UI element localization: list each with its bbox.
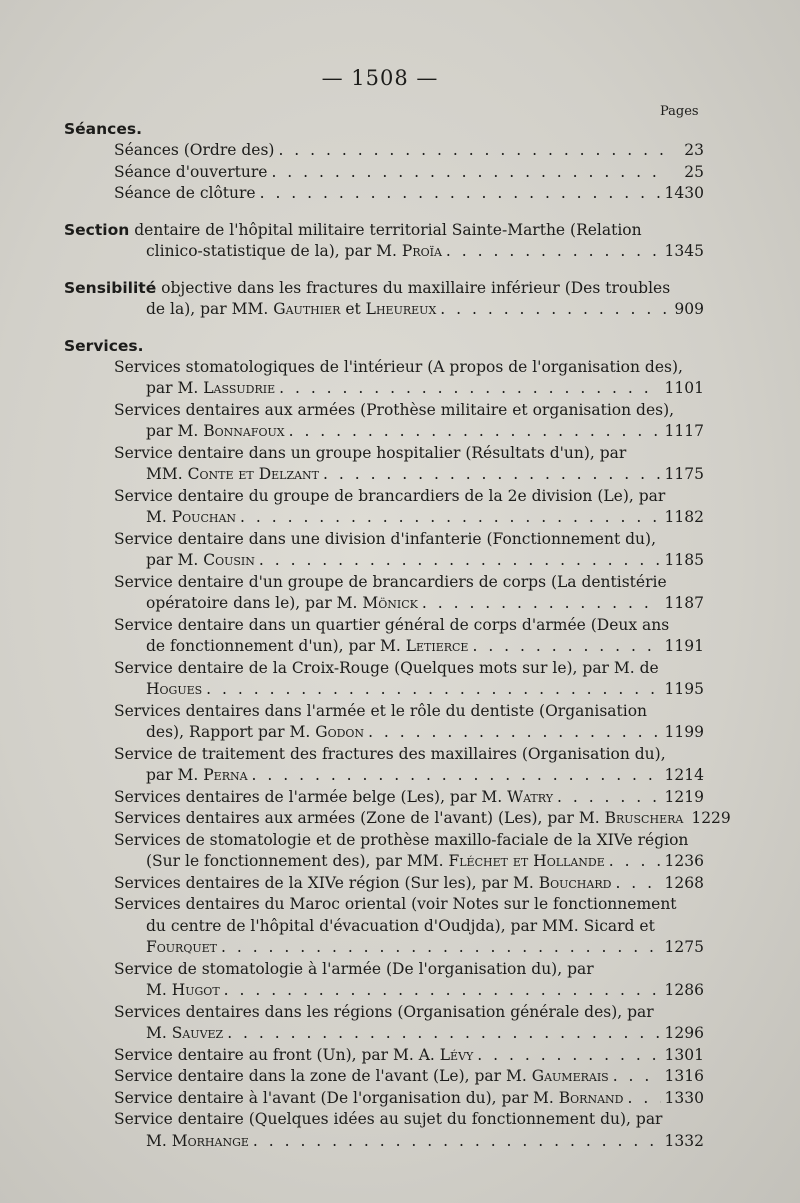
entry-text: Service de stomatologie à l'armée (De l'organisation du), par bbox=[114, 959, 594, 978]
entry-page: 25 bbox=[684, 162, 704, 181]
entry-text: Services dentaires de l'armée belge (Les), par M. bbox=[114, 787, 508, 806]
entry-text: M. bbox=[146, 1024, 172, 1042]
entry-page: 1182 bbox=[664, 508, 704, 526]
index-entry bbox=[114, 1109, 704, 1152]
entry-page: 1214 bbox=[664, 766, 704, 784]
author-name: Mönick bbox=[362, 594, 418, 612]
leader-dots bbox=[224, 980, 661, 1002]
leader-dots bbox=[477, 1045, 660, 1067]
entry-text: Service dentaire à l'avant (De l'organisation du), par M. bbox=[114, 1088, 559, 1107]
entry-text: Séance d'ouverture bbox=[114, 162, 268, 181]
entry-page: 1236 bbox=[664, 852, 704, 870]
author-name: Lassudrie bbox=[203, 379, 276, 397]
entry-page: 1187 bbox=[664, 594, 704, 612]
leader-dots bbox=[271, 162, 666, 184]
entry-text: Service dentaire d'un groupe de brancardiers de corps (La dentistérie bbox=[114, 572, 667, 591]
leader-dots bbox=[289, 421, 661, 443]
index-entry bbox=[114, 140, 704, 162]
entry-text: M. bbox=[146, 1131, 172, 1150]
index-entry bbox=[114, 830, 704, 873]
entry-text: par M. bbox=[146, 551, 204, 569]
entry-text: Service de traitement des fractures des maxillaires (Organisation du), bbox=[114, 744, 666, 763]
entry-text: Services de stomatologie et de prothèse maxillo-faciale de la XIVe région bbox=[114, 830, 689, 849]
entry-text: Service dentaire dans la zone de l'avant (Le), par M. bbox=[114, 1067, 532, 1085]
entry-text: Services dentaires dans les régions (Organisation générale des), par bbox=[114, 1002, 654, 1021]
author-name: Lheureux bbox=[365, 300, 437, 318]
entry-text: des), Rapport par M. bbox=[146, 723, 316, 741]
heading-section: Section bbox=[64, 220, 130, 239]
entry-text: de la), par MM. bbox=[146, 300, 274, 318]
index-entry bbox=[114, 183, 704, 205]
author-name: Perna bbox=[203, 766, 248, 784]
leader-dots bbox=[279, 378, 660, 400]
entry-page: 1185 bbox=[664, 551, 704, 569]
leader-dots bbox=[422, 593, 661, 615]
entry-page: 1199 bbox=[664, 723, 704, 741]
leader-dots bbox=[278, 140, 666, 162]
entry-page: 1175 bbox=[664, 465, 704, 483]
index-entry bbox=[114, 1088, 704, 1110]
entry-page: 1332 bbox=[664, 1131, 704, 1150]
leader-dots bbox=[240, 507, 661, 529]
index-entry bbox=[114, 1066, 704, 1088]
author-name: Pouchan bbox=[171, 508, 237, 526]
entry-text: dentaire de l'hôpital militaire territorial Sainte-Marthe (Relation bbox=[134, 220, 642, 239]
author-name: Hogues bbox=[146, 680, 203, 698]
index-entry bbox=[114, 894, 704, 959]
author-name: Hugot bbox=[171, 981, 220, 999]
heading-sensibilite: Sensibilité bbox=[64, 278, 157, 297]
entry-text: par M. bbox=[146, 379, 204, 397]
leader-dots bbox=[368, 722, 660, 744]
entry-text: de fonctionnement d'un), par M. bbox=[146, 637, 406, 655]
leader-dots bbox=[259, 550, 661, 572]
entry-text: Séance de clôture bbox=[114, 184, 256, 202]
entry-page: 1286 bbox=[664, 981, 704, 999]
leader-dots bbox=[221, 937, 661, 959]
leader-dots bbox=[252, 765, 661, 787]
index-entry bbox=[114, 615, 704, 658]
index-entry bbox=[114, 1045, 704, 1067]
entry-text: Services stomatologiques de l'intérieur (A propos de l'organisation des), bbox=[114, 357, 683, 376]
entry-text: Service dentaire dans une division d'infanterie (Fonctionnement du), bbox=[114, 529, 656, 548]
index-entry bbox=[114, 572, 704, 615]
author-name: Godon bbox=[315, 723, 365, 741]
index-content bbox=[64, 118, 731, 1152]
index-entry bbox=[114, 658, 704, 701]
leader-dots bbox=[615, 873, 660, 895]
leader-dots bbox=[253, 1131, 661, 1153]
author-name: Letierce bbox=[405, 637, 469, 655]
entry-text: clinico-statistique de la), par M. bbox=[146, 242, 402, 260]
author-name: Conte et Delzant bbox=[187, 465, 320, 483]
heading-seances: Séances. bbox=[64, 120, 142, 138]
entry-page: 1219 bbox=[664, 787, 704, 806]
entry-text: opératoire dans le), par M. bbox=[146, 594, 363, 612]
entry-text: MM. bbox=[146, 465, 188, 483]
leader-dots bbox=[609, 851, 661, 873]
entry-page: 1296 bbox=[664, 1024, 704, 1042]
entry-text: Service dentaire au front (Un), par M. A. bbox=[114, 1045, 440, 1064]
author-name: Proïa bbox=[401, 242, 442, 260]
author-name: Bonnafoux bbox=[203, 422, 285, 440]
entry-text: M. bbox=[146, 981, 172, 999]
entry-text: Service dentaire dans un quartier général de corps d'armée (Deux ans bbox=[114, 615, 670, 634]
entry-text: et bbox=[340, 300, 366, 318]
entry-page: 1316 bbox=[664, 1067, 704, 1085]
index-entry bbox=[114, 959, 704, 1002]
author-name: Cousin bbox=[203, 551, 255, 569]
entry-page: 909 bbox=[674, 300, 704, 318]
entry-page: 1195 bbox=[664, 680, 704, 698]
leader-dots bbox=[557, 787, 661, 809]
entry-text: Services dentaires dans l'armée et le rôle du dentiste (Organisation bbox=[114, 701, 648, 720]
index-entry bbox=[114, 873, 704, 895]
index-entry bbox=[114, 400, 704, 443]
entry-text: du centre de l'hôpital d'évacuation d'Oudjda), par MM. Sicard et bbox=[146, 916, 655, 935]
entry-text: Service dentaire de la Croix-Rouge (Quelques mots sur le), par M. de bbox=[114, 658, 659, 677]
entry-page: 1268 bbox=[664, 873, 704, 892]
index-entry bbox=[114, 357, 704, 400]
entry-page: 23 bbox=[684, 141, 704, 159]
entry-page: 1229 bbox=[691, 809, 731, 827]
author-name: Bruschera bbox=[604, 809, 684, 827]
index-entry bbox=[114, 787, 704, 809]
entry-text: M. bbox=[146, 508, 172, 526]
author-name: Gauthier bbox=[273, 300, 341, 318]
author-name: Bouchard bbox=[538, 873, 612, 892]
entry-page: 1345 bbox=[664, 242, 704, 260]
index-entry bbox=[114, 744, 704, 787]
seances-entries bbox=[64, 140, 704, 205]
entry-page: 1430 bbox=[664, 184, 704, 202]
entry-text: Services dentaires du Maroc oriental (voir Notes sur le fonctionnement bbox=[114, 895, 677, 913]
heading-services: Services. bbox=[64, 336, 144, 355]
entry-page: 1275 bbox=[664, 938, 704, 956]
leader-dots bbox=[613, 1066, 661, 1088]
entry-page: 1330 bbox=[664, 1088, 704, 1107]
index-entry-sensibilite bbox=[64, 277, 704, 321]
author-name: Watry bbox=[507, 787, 553, 806]
entry-text: (Sur le fonctionnement des), par MM. bbox=[146, 852, 449, 870]
leader-dots bbox=[323, 464, 661, 486]
entry-text: par M. bbox=[146, 766, 204, 784]
author-name: Sauvez bbox=[171, 1024, 224, 1042]
author-name: Lévy bbox=[439, 1045, 474, 1064]
entry-text: Services dentaires aux armées (Zone de l'avant) (Les), par M. bbox=[114, 809, 605, 827]
leader-dots bbox=[440, 299, 666, 321]
author-name: Fléchet et Hollande bbox=[448, 852, 605, 870]
entry-text: Séances (Ordre des) bbox=[114, 141, 275, 159]
entry-page: 1101 bbox=[664, 379, 704, 397]
entry-text: objective dans les fractures du maxillaire inférieur (Des troubles bbox=[161, 278, 671, 297]
leader-dots bbox=[206, 679, 660, 701]
entry-text: par M. bbox=[146, 422, 204, 440]
leader-dots bbox=[227, 1023, 660, 1045]
author-name: Morhange bbox=[171, 1131, 249, 1150]
entry-text: Services dentaires de la XIVe région (Sur les), par M. bbox=[114, 873, 539, 892]
author-name: Gaumerais bbox=[531, 1067, 609, 1085]
page-number: — 1508 — bbox=[321, 66, 439, 90]
index-entry bbox=[114, 486, 704, 529]
author-name: Fourquet bbox=[146, 938, 217, 956]
entry-text: Services dentaires aux armées (Prothèse militaire et organisation des), bbox=[114, 400, 675, 419]
index-entry bbox=[114, 443, 704, 486]
index-entry bbox=[114, 529, 704, 572]
index-entry bbox=[114, 701, 704, 744]
entry-page: 1117 bbox=[664, 422, 704, 440]
entry-page: 1301 bbox=[664, 1045, 704, 1064]
services-entries bbox=[64, 357, 731, 1153]
entry-text: Service dentaire (Quelques idées au sujet du fonctionnement du), par bbox=[114, 1110, 663, 1128]
pages-column-label: Pages bbox=[660, 104, 699, 119]
index-entry bbox=[114, 162, 704, 184]
leader-dots bbox=[260, 183, 661, 205]
index-entry bbox=[114, 808, 731, 830]
leader-dots bbox=[472, 636, 660, 658]
index-entry-section bbox=[64, 219, 704, 263]
leader-dots bbox=[627, 1088, 660, 1110]
index-entry bbox=[114, 1002, 704, 1045]
entry-text: Service dentaire dans un groupe hospitalier (Résultats d'un), par bbox=[114, 443, 627, 462]
leader-dots bbox=[446, 241, 661, 263]
entry-page: 1191 bbox=[664, 637, 704, 655]
entry-text: Service dentaire du groupe de brancardiers de la 2e division (Le), par bbox=[114, 486, 666, 505]
author-name: Bornand bbox=[558, 1088, 624, 1107]
